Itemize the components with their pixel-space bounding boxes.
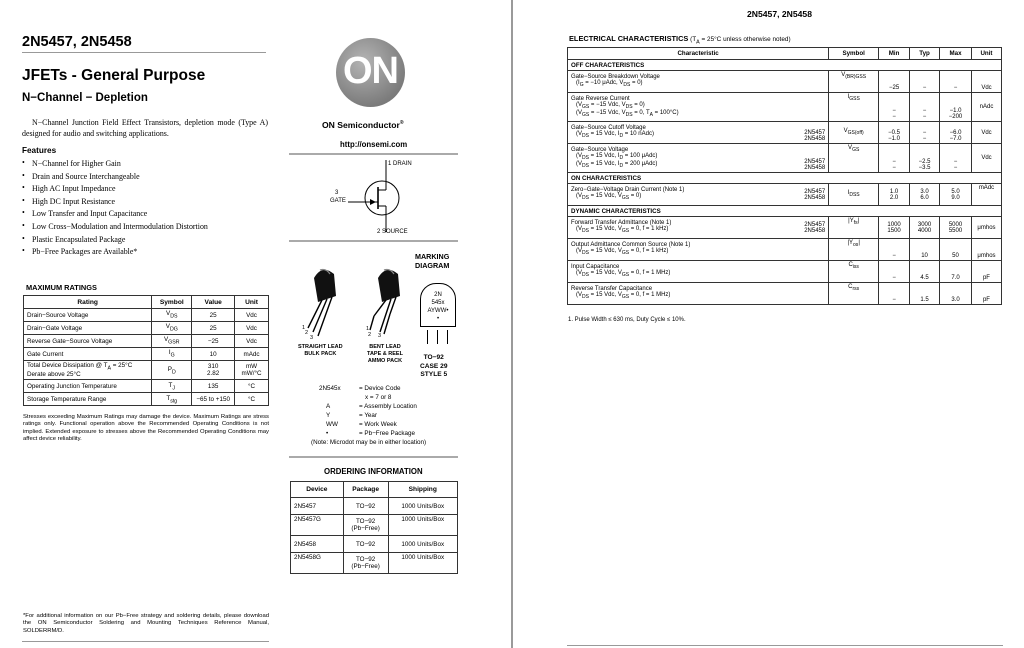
- pin-label: 1: [366, 326, 370, 332]
- rating-cell: Operating Junction Temperature: [24, 380, 152, 393]
- value-cell: 310 2.82: [192, 361, 235, 380]
- rating-cell: Drain−Gate Voltage: [24, 322, 152, 335]
- table-row: [291, 515, 458, 536]
- shipping-cell: 1000 Units/Box: [388, 553, 457, 574]
- value-cell: 10: [192, 348, 235, 361]
- table-row: [24, 393, 269, 406]
- table-row: [568, 261, 1002, 283]
- section-row: [568, 60, 1002, 71]
- divider: [289, 456, 458, 458]
- electrical-characteristics-table: [567, 47, 1002, 305]
- min-cell: −0.5 −1.0: [879, 122, 910, 144]
- value-cell: −25: [192, 335, 235, 348]
- unit-cell: mAdc: [971, 184, 1001, 206]
- marking-diagram-label: MARKING DIAGRAM: [415, 252, 450, 270]
- symbol-cell: $|Y_{fs}|$: [829, 217, 879, 239]
- pin-label: 3: [310, 335, 314, 341]
- symbol-cell: $V_{DG}$: [152, 322, 192, 335]
- max-ratings-table: [23, 295, 269, 406]
- section-row: [568, 206, 1002, 217]
- min-cell: −: [879, 239, 910, 261]
- table-row: [291, 536, 458, 553]
- source-label: 2 SOURCE: [377, 229, 408, 235]
- symbol-cell: $V_{GS}$: [829, 144, 879, 173]
- min-cell: −: [879, 261, 910, 283]
- features-list: [22, 159, 272, 260]
- typ-cell: −: [910, 71, 940, 93]
- min-cell: −: [879, 283, 910, 305]
- max-ratings-heading: MAXIMUM RATINGS: [26, 283, 97, 292]
- column-header: Rating: [24, 296, 152, 309]
- characteristic-cell: Output Admittance Common Source (Note 1) ($V_{DS} = 15$ Vdc, $V_{GS} = 0$, f = 1 kHz): [568, 239, 829, 261]
- max-cell: − −: [940, 144, 972, 173]
- pin-label: 3: [378, 333, 382, 339]
- max-cell: 5.0 9.0: [940, 184, 972, 206]
- device-cell: 2N5457G: [291, 515, 344, 536]
- table-row: [291, 553, 458, 574]
- typ-cell: − −: [910, 122, 940, 144]
- feature-item: • Plastic Encapsulated Package: [22, 235, 272, 248]
- feature-item: • High AC Input Impedance: [22, 184, 272, 197]
- shipping-cell: 1000 Units/Box: [388, 515, 457, 536]
- gate-label: GATE: [330, 198, 346, 204]
- feature-item: • Low Transfer and Input Capacitance: [22, 209, 272, 222]
- rating-cell: Reverse Gate−Source Voltage: [24, 335, 152, 348]
- typ-cell: 4.5: [910, 261, 940, 283]
- table-row: [24, 335, 269, 348]
- feature-item: • Drain and Source Interchangeable: [22, 172, 272, 185]
- characteristic-cell: Gate−Source Breakdown Voltage ($I_G = -10$ μAdc, $V_{DS} = 0$): [568, 71, 829, 93]
- column-header: Unit: [971, 48, 1001, 60]
- note-1: 1. Pulse Width ≤ 630 ms, Duty Cycle ≤ 10%.: [568, 317, 686, 323]
- min-cell: − −: [879, 144, 910, 173]
- characteristic-cell: Gate−Source Cutoff Voltage ($V_{DS} = 15$ Vdc, $I_D = 10$ nAdc): [568, 122, 779, 144]
- symbol-cell: $I_{DSS}$: [829, 184, 879, 206]
- table-row: [291, 498, 458, 515]
- device-cell: 2N5457 2N5458: [779, 122, 829, 144]
- characteristic-cell: Input Capacitance ($V_{DS} = 15$ Vdc, $V_{GS} = 0$, f = 1 MHz): [568, 261, 829, 283]
- rating-cell: Total Device Dissipation @ $T_A = 25^\circ C$ Derate above 25°C: [24, 361, 152, 380]
- page-title: JFETs - General Purpose: [22, 67, 206, 84]
- legend-row: A = Assembly Location: [326, 403, 417, 410]
- max-cell: −1.0 −200: [940, 93, 972, 122]
- table-row: [568, 144, 1002, 173]
- typ-cell: 3.0 6.0: [910, 184, 940, 206]
- divider: [22, 52, 266, 53]
- max-cell: −: [940, 71, 972, 93]
- value-cell: −65 to +150: [192, 393, 235, 406]
- min-cell: − −: [879, 93, 910, 122]
- table-row: [568, 239, 1002, 261]
- drain-label: 1 DRAIN: [388, 161, 412, 167]
- column-header: Shipping: [388, 482, 457, 498]
- symbol-cell: $|Y_{os}|$: [829, 239, 879, 261]
- unit-cell: mAdc: [235, 348, 269, 361]
- rating-cell: Storage Temperature Range: [24, 393, 152, 406]
- table-row: [568, 184, 1002, 206]
- section-heading: OFF CHARACTERISTICS: [568, 60, 1002, 71]
- legend-row: WW = Work Week: [326, 421, 397, 428]
- ordering-table: [290, 481, 458, 574]
- table-row: [24, 309, 269, 322]
- bent-lead-label: BENT LEAD TAPE & REEL AMMO PACK: [367, 344, 403, 364]
- section-heading: DYNAMIC CHARACTERISTICS: [568, 206, 1002, 217]
- marking-text: 2N 545x AYWW• •: [427, 292, 449, 322]
- symbol-cell: $V_{GSR}$: [152, 335, 192, 348]
- symbol-cell: $V_{(BR)GSS}$: [829, 71, 879, 93]
- divider: [567, 645, 1003, 646]
- feature-item: • High DC Input Resistance: [22, 197, 272, 210]
- device-cell: 2N5458: [291, 536, 344, 553]
- rating-cell: Drain−Source Voltage: [24, 309, 152, 322]
- package-cell: TO−92: [343, 536, 388, 553]
- feature-item: • Low Cross−Modulation and Intermodulation Distortion: [22, 222, 272, 235]
- column-header: Device: [291, 482, 344, 498]
- typ-cell: −2.5 −3.5: [910, 144, 940, 173]
- pin-label: 2: [305, 330, 309, 336]
- divider: [289, 153, 458, 155]
- unit-cell: Vdc: [235, 309, 269, 322]
- subtitle: N−Channel − Depletion: [22, 92, 148, 104]
- package-cell: TO−92: [343, 498, 388, 515]
- package-cell: TO−92 (Pb−Free): [343, 553, 388, 574]
- max-cell: 5000 5500: [940, 217, 972, 239]
- min-cell: −25: [879, 71, 910, 93]
- max-cell: 7.0: [940, 261, 972, 283]
- typ-cell: 3000 4000: [910, 217, 940, 239]
- ratings-note: Stresses exceeding Maximum Ratings may damage the device. Maximum Ratings are stress ratings only. Functional operation above the Recommended Operating Conditions is not implied. Extended exposure to stresses above the Recommended Operating Conditions may affect device reliability.: [23, 414, 269, 443]
- legend-row: • = Pb−Free Package: [326, 430, 416, 437]
- value-cell: 135: [192, 380, 235, 393]
- page-header: 2N5457, 2N5458: [747, 9, 812, 19]
- column-header: Typ: [910, 48, 940, 60]
- pin-label: 1: [302, 325, 306, 331]
- unit-cell: °C: [235, 380, 269, 393]
- table-row: [24, 322, 269, 335]
- column-header: Value: [192, 296, 235, 309]
- column-header: Characteristic: [568, 48, 829, 60]
- unit-cell: μmhos: [971, 239, 1001, 261]
- package-cell: TO−92 (Pb−Free): [343, 515, 388, 536]
- feature-item: • N−Channel for Higher Gain: [22, 159, 272, 172]
- case-label: TO−92 CASE 29 STYLE 5: [420, 354, 448, 379]
- device-cell: 2N5457 2N5458: [779, 184, 829, 206]
- on-semi-logo: [336, 38, 405, 107]
- symbol-cell: $I_{GSS}$: [829, 93, 879, 122]
- ec-title: ELECTRICAL CHARACTERISTICS ($T_A = 25^\circ C$ unless otherwise noted): [569, 34, 791, 46]
- max-cell: 50: [940, 239, 972, 261]
- column-header: Min: [879, 48, 910, 60]
- column-header: Unit: [235, 296, 269, 309]
- unit-cell: °C: [235, 393, 269, 406]
- unit-cell: Vdc: [971, 71, 1001, 93]
- max-cell: −6.0 −7.0: [940, 122, 972, 144]
- typ-cell: − −: [910, 93, 940, 122]
- symbol-cell: $T_{stg}$: [152, 393, 192, 406]
- symbol-cell: $C_{iss}$: [829, 261, 879, 283]
- section-row: [568, 173, 1002, 184]
- column-header: Symbol: [829, 48, 879, 60]
- shipping-cell: 1000 Units/Box: [388, 498, 457, 515]
- symbol-cell: $V_{DS}$: [152, 309, 192, 322]
- unit-cell: pF: [971, 283, 1001, 305]
- typ-cell: 1.5: [910, 283, 940, 305]
- rating-cell: Gate Current: [24, 348, 152, 361]
- marking-leads: [424, 330, 452, 344]
- symbol-cell: $I_G$: [152, 348, 192, 361]
- marking-legend: [319, 384, 417, 438]
- characteristic-cell: Gate−Source Voltage ($V_{DS} = 15$ Vdc, $I_D = 100$ μAdc) ($V_{DS} = 15$ Vdc, $I_D = 200$ μAdc): [568, 144, 779, 173]
- column-header: Package: [343, 482, 388, 498]
- table-row: [568, 93, 1002, 122]
- legend-note: (Note: Microdot may be in either location): [311, 439, 427, 446]
- table-row: [568, 122, 1002, 144]
- value-cell: 25: [192, 322, 235, 335]
- symbol-cell: $T_J$: [152, 380, 192, 393]
- typ-cell: 10: [910, 239, 940, 261]
- characteristic-cell: Gate Reverse Current ($V_{GS} = -15$ Vdc, $V_{DS} = 0$) ($V_{GS} = -15$ Vdc, $V_{DS} = 0$, $T_A = 100^\circ C$): [568, 93, 829, 122]
- unit-cell: Vdc: [971, 122, 1001, 144]
- characteristic-cell: Zero−Gate−Voltage Drain Current (Note 1) ($V_{DS} = 15$ Vdc, $V_{GS} = 0$): [568, 184, 779, 206]
- column-header: Max: [940, 48, 972, 60]
- legend-row: x = 7 or 8: [365, 394, 392, 401]
- pin-label: 2: [368, 332, 372, 338]
- column-header: Symbol: [152, 296, 192, 309]
- table-row: [24, 380, 269, 393]
- table-row: [568, 71, 1002, 93]
- legend-row: 2N545x = Device Code: [319, 385, 401, 392]
- value-cell: 25: [192, 309, 235, 322]
- table-row: [568, 283, 1002, 305]
- features-heading: Features: [22, 146, 57, 155]
- divider: [22, 641, 269, 642]
- website-link[interactable]: http://onsemi.com: [340, 140, 408, 149]
- table-row: [568, 217, 1002, 239]
- table-row: [24, 361, 269, 380]
- footnote: *For additional information on our Pb−Free strategy and soldering details, please download the ON Semiconductor Soldering and Mounting Techniques Reference Manual, SOLDERRM/D.: [23, 613, 269, 634]
- min-cell: 1000 1500: [879, 217, 910, 239]
- unit-cell: Vdc: [235, 322, 269, 335]
- device-cell: 2N5457: [291, 498, 344, 515]
- unit-cell: μmhos: [971, 217, 1001, 239]
- characteristic-cell: Forward Transfer Admittance (Note 1) ($V_{DS} = 15$ Vdc, $V_{GS} = 0$, f = 1 kHz): [568, 217, 779, 239]
- table-header-row: [568, 48, 1002, 60]
- unit-cell: nAdc: [971, 93, 1001, 122]
- ordering-heading: ORDERING INFORMATION: [324, 467, 423, 476]
- feature-item: • Pb−Free Packages are Available*: [22, 247, 272, 260]
- table-row: [24, 348, 269, 361]
- divider: [289, 240, 458, 242]
- symbol-cell: $V_{GS(off)}$: [829, 122, 879, 144]
- shipping-cell: 1000 Units/Box: [388, 536, 457, 553]
- device-cell: 2N5457 2N5458: [779, 144, 829, 173]
- part-numbers: 2N5457, 2N5458: [22, 34, 132, 50]
- company-name: ON Semiconductor®: [322, 120, 404, 130]
- section-heading: ON CHARACTERISTICS: [568, 173, 1002, 184]
- legend-row: Y = Year: [326, 412, 378, 419]
- characteristic-cell: Reverse Transfer Capacitance ($V_{DS} = 15$ Vdc, $V_{GS} = 0$, f = 1 MHz): [568, 283, 829, 305]
- min-cell: 1.0 2.0: [879, 184, 910, 206]
- max-cell: 3.0: [940, 283, 972, 305]
- straight-lead-label: STRAIGHT LEAD BULK PACK: [298, 344, 343, 357]
- unit-cell: Vdc: [235, 335, 269, 348]
- table-header-row: [24, 296, 269, 309]
- page-2: [513, 0, 1024, 648]
- unit-cell: mW mW/°C: [235, 361, 269, 380]
- device-cell: 2N5457 2N5458: [779, 217, 829, 239]
- gate-num: 3: [335, 190, 339, 196]
- unit-cell: Vdc: [971, 144, 1001, 173]
- intro-text: N−Channel Junction Field Effect Transistors, depletion mode (Type A) designed for audio and switching applications.: [22, 118, 268, 138]
- symbol-cell: $P_D$: [152, 361, 192, 380]
- unit-cell: pF: [971, 261, 1001, 283]
- device-cell: 2N5458G: [291, 553, 344, 574]
- logo-text: ON: [343, 50, 398, 92]
- table-header-row: [291, 482, 458, 498]
- symbol-cell: $C_{rss}$: [829, 283, 879, 305]
